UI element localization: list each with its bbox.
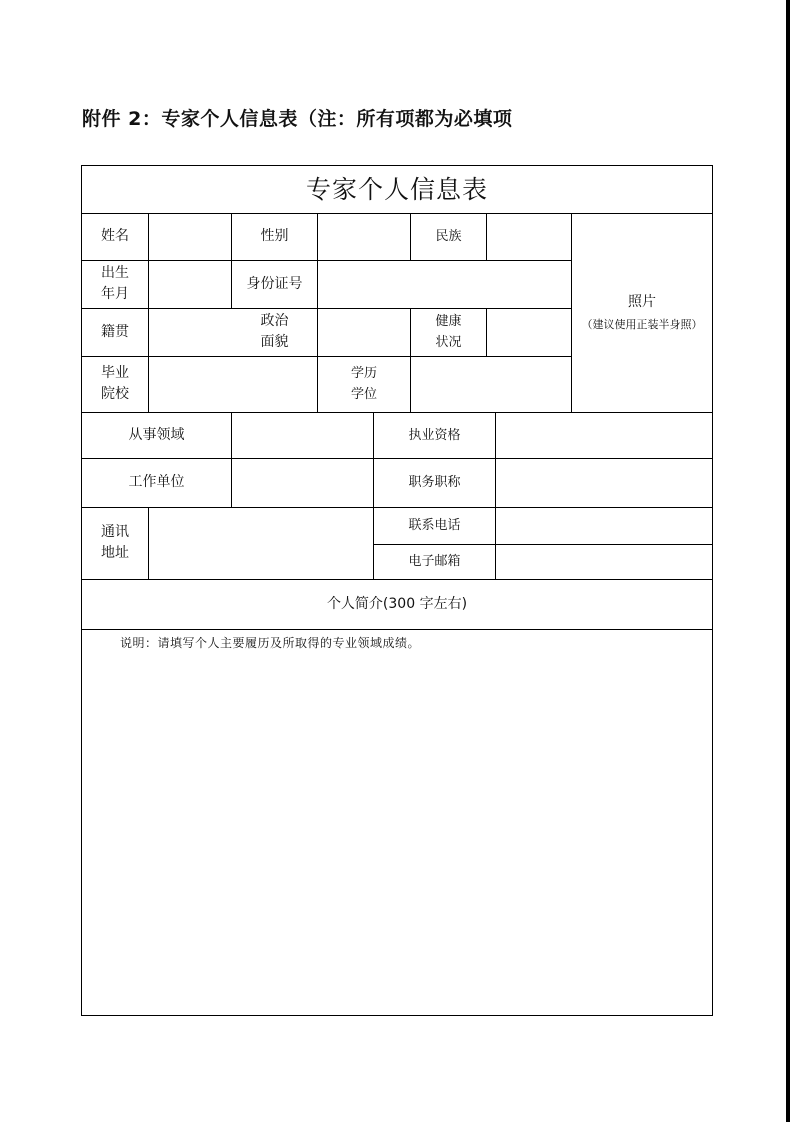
birth-date-field[interactable] xyxy=(149,261,231,308)
political-status-field[interactable] xyxy=(318,309,410,356)
photo-note: （建议使用正装半身照） xyxy=(581,318,703,331)
education-label-line1: 学历 xyxy=(350,366,377,381)
health-label-line2: 状况 xyxy=(435,335,462,350)
education-label xyxy=(318,356,410,412)
gender-label: 性别 xyxy=(260,228,289,244)
political-status-label-line1: 政治 xyxy=(260,313,289,329)
id-number-label: 身份证号 xyxy=(246,275,303,292)
id-number-field[interactable] xyxy=(318,261,571,308)
job-title-field[interactable] xyxy=(496,459,712,507)
ethnicity-label: 民族 xyxy=(435,229,462,244)
name-field[interactable] xyxy=(149,214,231,260)
birth-date-label-line2: 年月 xyxy=(101,286,129,302)
expert-info-form xyxy=(81,165,713,1016)
document-heading: 附件 2：专家个人信息表（注：所有项都为必填项 xyxy=(82,108,513,130)
native-place-label: 籍贯 xyxy=(101,323,129,340)
native-place-field[interactable] xyxy=(149,309,231,356)
school-label-line1: 毕业 xyxy=(101,365,129,381)
birth-date-label xyxy=(82,260,148,308)
field-of-work-label: 从事领域 xyxy=(128,426,185,443)
field-of-work-field[interactable] xyxy=(232,413,373,458)
qualification-field[interactable] xyxy=(496,413,712,458)
education-field[interactable] xyxy=(411,357,571,412)
form-title: 专家个人信息表 xyxy=(305,175,488,204)
phone-field[interactable] xyxy=(496,508,712,544)
profile-textarea[interactable] xyxy=(82,630,712,1015)
job-title-label: 职务职称 xyxy=(408,475,461,490)
name-label: 姓名 xyxy=(101,228,129,244)
health-field[interactable] xyxy=(487,309,571,356)
education-label-line2: 学位 xyxy=(350,387,377,402)
school-label-line2: 院校 xyxy=(101,386,129,402)
address-label xyxy=(82,507,148,579)
photo-slot[interactable] xyxy=(572,213,712,412)
email-label: 电子邮箱 xyxy=(408,554,461,569)
political-status-label-line2: 面貌 xyxy=(260,334,289,350)
page-edge-divider xyxy=(786,0,790,1122)
address-field[interactable] xyxy=(149,508,373,579)
gender-field[interactable] xyxy=(318,214,410,260)
phone-label: 联系电话 xyxy=(408,518,461,533)
profile-label: 个人简介(300 字左右) xyxy=(326,595,468,612)
political-status-label xyxy=(232,308,317,356)
qualification-label: 执业资格 xyxy=(408,427,461,443)
employer-label: 工作单位 xyxy=(128,474,185,490)
health-label xyxy=(411,308,486,356)
school-label xyxy=(82,356,148,412)
ethnicity-field[interactable] xyxy=(487,214,571,260)
photo-label: 照片 xyxy=(628,294,656,310)
employer-field[interactable] xyxy=(232,459,373,507)
school-field[interactable] xyxy=(149,357,317,412)
address-label-line1: 通讯 xyxy=(101,524,129,540)
address-label-line2: 地址 xyxy=(101,545,129,561)
birth-date-label-line1: 出生 xyxy=(101,265,129,281)
profile-instructions: 说明：请填写个人主要履历及所取得的专业领域成绩。 xyxy=(120,636,421,650)
email-field[interactable] xyxy=(496,545,712,579)
health-label-line1: 健康 xyxy=(435,314,462,329)
